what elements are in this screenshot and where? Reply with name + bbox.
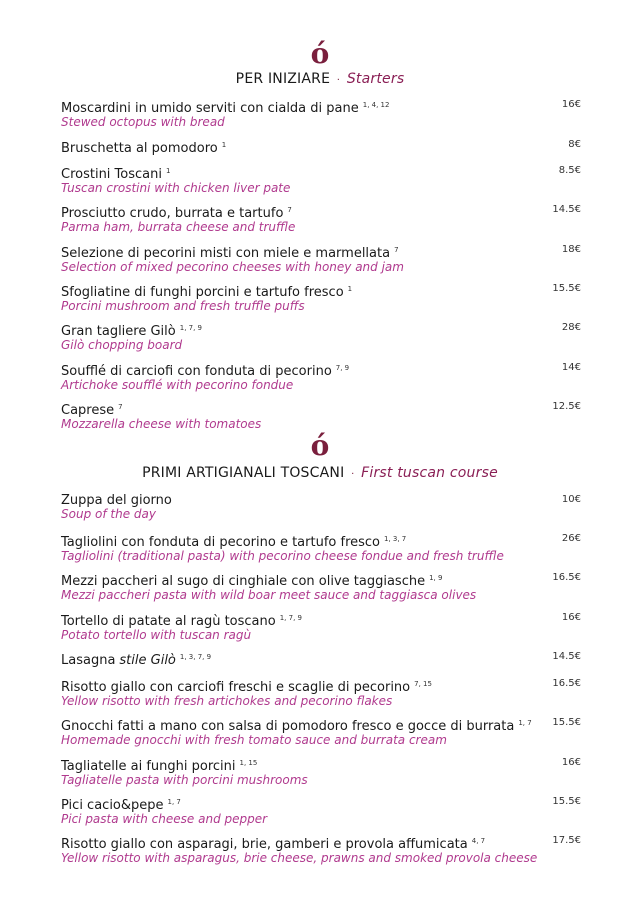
item-desc-en: Mozzarella cheese with tomatoes xyxy=(61,417,262,431)
item-name: Zuppa del giorno xyxy=(61,493,172,508)
logo-mark: ó xyxy=(310,429,330,462)
item-price: 15.5€ xyxy=(552,796,581,807)
item-name: Bruschetta al pomodoro xyxy=(61,141,218,156)
item-price: 12.5€ xyxy=(552,401,581,412)
item-desc-en: Stewed octopus with bread xyxy=(61,115,225,129)
section-title-en: First tuscan course xyxy=(361,465,498,481)
item-price: 18€ xyxy=(561,244,581,255)
item-name: Prosciutto crudo, burrata e tartufo xyxy=(61,206,284,221)
menu-item xyxy=(61,493,581,521)
menu-item xyxy=(61,611,581,642)
menu-item xyxy=(61,321,581,352)
item-name: Gran tagliere Gilò xyxy=(61,324,176,339)
item-desc-en: Artichoke soufflé with pecorino fondue xyxy=(61,378,294,392)
item-name: Mezzi paccheri al sugo di cinghiale con olive taggiasche xyxy=(61,574,426,589)
item-allergens: 1, 9 xyxy=(429,574,443,582)
item-desc-en: Mezzi paccheri pasta with wild boar meet sauce and taggiasca olives xyxy=(61,588,477,602)
item-allergens: 1, 7 xyxy=(167,798,181,806)
menu-item xyxy=(61,164,581,195)
item-desc-en: Yellow risotto with fresh artichokes and pecorino flakes xyxy=(61,694,393,708)
item-price: 16€ xyxy=(561,612,581,623)
item-desc-en: Yellow risotto with asparagus, brie cheese, prawns and smoked provola cheese xyxy=(61,851,538,865)
item-price: 15.5€ xyxy=(552,283,581,294)
item-name: Tortello di patate al ragù toscano xyxy=(61,614,276,629)
item-name: Tagliatelle ai funghi porcini xyxy=(61,759,236,774)
item-allergens: 1, 7 xyxy=(518,719,532,727)
item-stile: stile Gilò xyxy=(119,653,176,668)
section-title-primi xyxy=(0,464,640,484)
menu-item xyxy=(61,834,581,865)
item-allergens: 7 xyxy=(287,206,292,214)
item-price: 10€ xyxy=(561,494,581,505)
menu-item xyxy=(61,532,581,563)
item-price: 16.5€ xyxy=(552,678,581,689)
item-name: Caprese xyxy=(61,403,115,418)
logo-mark: ó xyxy=(310,37,330,70)
item-allergens: 7, 15 xyxy=(414,680,432,688)
item-price: 8.5€ xyxy=(558,165,581,176)
item-allergens: 1, 4, 12 xyxy=(362,101,390,109)
menu-item xyxy=(61,716,581,747)
item-desc-en: Tagliolini (traditional pasta) with pecorino cheese fondue and fresh truffle xyxy=(61,549,504,563)
section-title-it: PRIMI ARTIGIANALI TOSCANI xyxy=(142,465,345,481)
item-price: 14.5€ xyxy=(552,651,581,662)
item-desc-en: Selection of mixed pecorino cheeses with honey and jam xyxy=(61,260,404,274)
item-price: 8€ xyxy=(568,139,581,150)
menu-item xyxy=(61,571,581,602)
item-name: Tagliolini con fonduta di pecorino e tartufo fresco xyxy=(61,535,380,550)
menu-item xyxy=(61,282,581,313)
item-name: Risotto giallo con carciofi freschi e scaglie di pecorino xyxy=(61,680,411,695)
item-allergens: 1 xyxy=(347,285,353,293)
menu-item xyxy=(61,400,581,431)
item-name: Lasagna xyxy=(61,653,116,668)
item-allergens: 1, 3, 7 xyxy=(384,535,407,543)
menu-item xyxy=(61,795,581,826)
item-desc-en: Porcini mushroom and fresh truffle puffs xyxy=(61,299,305,313)
item-name: Pici cacio&pepe xyxy=(61,798,164,813)
item-name: Moscardini in umido serviti con cialda di pane xyxy=(61,101,359,116)
item-price: 28€ xyxy=(561,322,581,333)
item-desc-en: Tagliatelle pasta with porcini mushrooms xyxy=(61,773,308,787)
item-allergens: 1 xyxy=(165,167,171,175)
item-allergens: 7, 9 xyxy=(335,364,350,372)
item-price: 14.5€ xyxy=(552,204,581,215)
item-name: Risotto giallo con asparagi, brie, gamberi e provola affumicata xyxy=(61,837,468,852)
section-title-en: Starters xyxy=(346,71,405,87)
item-desc-en: Pici pasta with cheese and pepper xyxy=(61,812,268,826)
item-allergens: 4, 7 xyxy=(471,837,486,845)
item-desc-en: Potato tortello with tuscan ragù xyxy=(61,628,252,642)
item-allergens: 1, 3, 7, 9 xyxy=(179,653,212,661)
item-allergens: 7 xyxy=(118,403,123,411)
menu-item xyxy=(61,361,581,392)
item-desc-en: Gilò chopping board xyxy=(61,338,183,352)
item-price: 16€ xyxy=(561,99,581,110)
item-allergens: 1, 7, 9 xyxy=(179,324,202,332)
item-price: 17.5€ xyxy=(552,835,581,846)
item-allergens: 1, 15 xyxy=(239,759,258,767)
menu-item xyxy=(61,243,581,274)
menu-item xyxy=(61,677,581,708)
menu-item xyxy=(61,650,581,668)
item-price: 16.5€ xyxy=(552,572,581,583)
menu-item xyxy=(61,98,581,129)
section-title-it: PER INIZIARE xyxy=(235,71,331,87)
section-separator: · xyxy=(351,469,355,480)
item-desc-en: Homemade gnocchi with fresh tomato sauce and burrata cream xyxy=(61,733,447,747)
item-name: Sfogliatine di funghi porcini e tartufo fresco xyxy=(61,285,344,300)
item-price: 14€ xyxy=(561,362,581,373)
item-name: Selezione di pecorini misti con miele e marmellata xyxy=(61,246,391,261)
item-desc-en: Soup of the day xyxy=(61,507,156,521)
menu-item xyxy=(61,138,581,156)
item-price: 26€ xyxy=(561,533,581,544)
menu-item xyxy=(61,756,581,787)
item-allergens: 1, 7, 9 xyxy=(279,614,302,622)
item-name: Crostini Toscani xyxy=(61,167,162,182)
item-name: Gnocchi fatti a mano con salsa di pomodoro fresco e gocce di burrata xyxy=(61,719,515,734)
section-title-starters xyxy=(0,70,640,90)
section-separator: · xyxy=(336,75,341,86)
item-allergens: 1 xyxy=(221,141,227,149)
menu-item xyxy=(61,203,581,234)
item-price: 16€ xyxy=(561,757,581,768)
item-allergens: 7 xyxy=(394,246,399,254)
item-name: Soufflé di carciofi con fonduta di pecorino xyxy=(61,364,332,379)
item-desc-en: Tuscan crostini with chicken liver pate xyxy=(61,181,291,195)
item-desc-en: Parma ham, burrata cheese and truffle xyxy=(61,220,296,234)
item-price: 15.5€ xyxy=(552,717,581,728)
